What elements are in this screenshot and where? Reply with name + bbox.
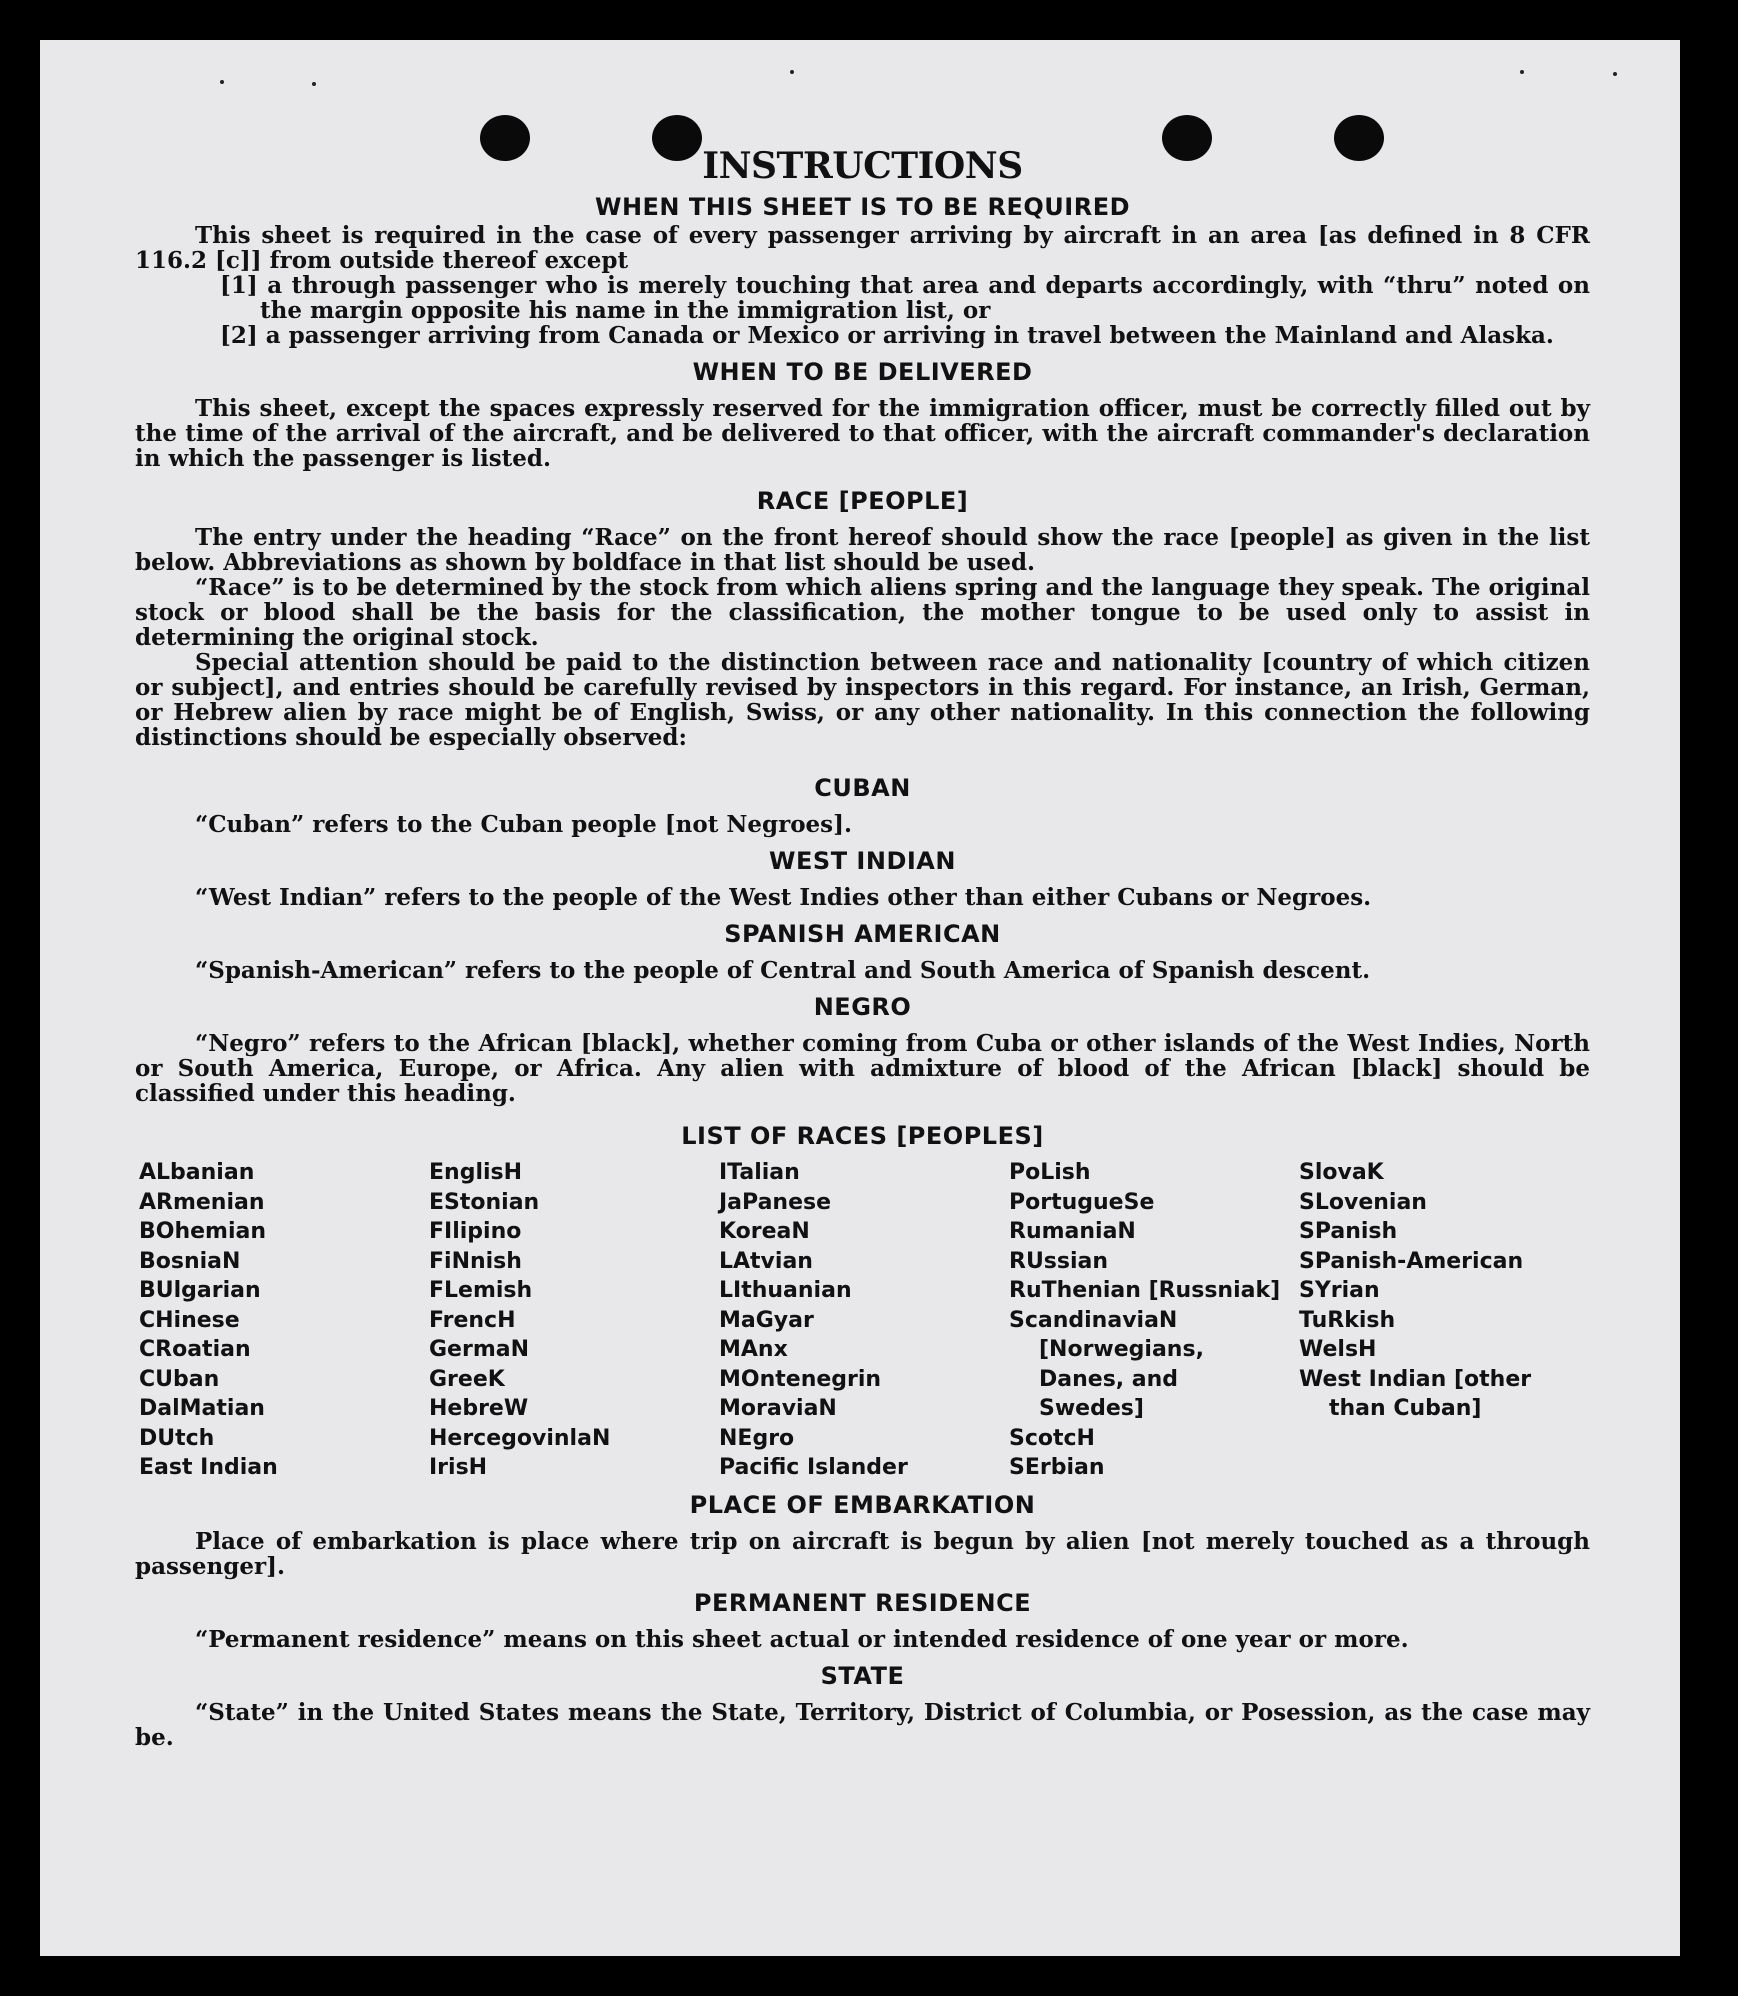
race-item: MOntenegrin [719, 1366, 882, 1392]
race-item: SPanish-American [1299, 1248, 1524, 1274]
exception-item-1: [1] a through passenger who is merely touching that area and departs accordingly, with “thru” noted on the margin opposite his name in the immigration list, or [220, 272, 1590, 324]
race-item: MaGyar [719, 1307, 814, 1333]
page-title: INSTRUCTIONS [702, 145, 1023, 187]
race-item: PortugueSe [1009, 1189, 1155, 1215]
heading-permanent-residence: PERMANENT RESIDENCE [693, 1588, 1032, 1617]
speck [312, 82, 316, 86]
race-item: SLovenian [1299, 1189, 1427, 1215]
races-column-5 [1299, 1158, 1589, 1483]
heading-state: STATE [820, 1661, 905, 1690]
race-item: HebreW [429, 1396, 529, 1421]
race-item: CHinese [139, 1307, 240, 1333]
race-item: SErbian [1009, 1455, 1105, 1480]
race-item: WelsH [1299, 1337, 1377, 1362]
speck [220, 80, 224, 84]
races-column-4 [1009, 1158, 1299, 1483]
race-item: LIthuanian [719, 1278, 852, 1303]
cuban-text: “Cuban” refers to the Cuban people [not Negroes]. [195, 811, 853, 838]
race-item: JaPanese [719, 1189, 832, 1215]
speck [790, 70, 794, 74]
negro-text: “Negro” refers to the African [black], whether coming from Cuba or other islands of the West Indies, North or South America, Europe, or Africa. Any alien with admixture of blood of the African [black] should be classified under this heading. [135, 1030, 1590, 1107]
races-column-2 [429, 1158, 719, 1483]
race-item: GermaN [429, 1337, 530, 1362]
race-item: KoreaN [719, 1219, 810, 1244]
races-list [139, 1158, 1590, 1483]
race-item: SPanish [1299, 1219, 1398, 1244]
race-item: ALbanian [139, 1160, 255, 1185]
race-item: BosniaN [139, 1248, 241, 1274]
race-item: EStonian [429, 1189, 540, 1215]
race-item: IrisH [429, 1455, 488, 1480]
races-column-3 [719, 1158, 1009, 1483]
race-item: MAnx [719, 1337, 788, 1362]
race-item: RumaniaN [1009, 1219, 1136, 1244]
heading-list-of-races: LIST OF RACES [PEOPLES] [681, 1122, 1044, 1150]
race-item: FIlipino [429, 1219, 522, 1244]
race-item: DUtch [139, 1425, 215, 1451]
spanish-american-text: “Spanish-American” refers to the people of Central and South America of Spanish descent. [195, 957, 1371, 984]
race-item: LAtvian [719, 1248, 813, 1274]
race-item: RuThenian [Russniak] [1009, 1278, 1281, 1303]
heading-embarkation: PLACE OF EMBARKATION [689, 1490, 1036, 1519]
speck [1613, 72, 1617, 76]
race-item: CRoatian [139, 1337, 251, 1362]
instructions-content [135, 140, 1590, 1750]
race-item: Pacific Islander [719, 1455, 908, 1480]
heading-negro: NEGRO [813, 993, 912, 1021]
race-item: West Indian [other than Cuban] [1299, 1366, 1532, 1421]
race-item: BUlgarian [139, 1278, 261, 1303]
race-item: EnglisH [429, 1160, 523, 1185]
race-item: ITalian [719, 1160, 800, 1185]
heading-cuban: CUBAN [814, 774, 911, 802]
when-delivered-text: This sheet, except the spaces expressly reserved for the immigration officer, must be correctly filled out by the time of the arrival of the aircraft, and be delivered to that officer, with the aircraft commander's declaration in which the passenger is listed. [135, 395, 1590, 472]
heading-race: RACE [PEOPLE] [756, 487, 969, 515]
race-item: FrencH [429, 1307, 516, 1333]
heading-when-required: WHEN THIS SHEET IS TO BE REQUIRED [594, 193, 1131, 221]
race-paragraph-1: The entry under the heading “Race” on the front hereof should show the race [people] as given in the list below. Abbreviations as shown by boldface in that list should be used. [135, 524, 1590, 576]
race-item: HercegovinlaN [429, 1425, 611, 1451]
residence-text: “Permanent residence” means on this sheet actual or intended residence of one year or more. [195, 1625, 1409, 1653]
state-text: “State” in the United States means the State, Territory, District of Columbia, or Posession, as the case may be. [135, 1698, 1590, 1751]
race-paragraph-3: Special attention should be paid to the distinction between race and nationality [country of which citizen or subject], and entries should be carefully revised by inspectors in this regard. For instance, an Irish, German, or Hebrew alien by race might be of English, Swiss, or any other nationality. In this connection the following distinctions should be especially observed: [135, 649, 1590, 751]
when-required-intro: This sheet is required in the case of every passenger arriving by aircraft in an area [as defined in 8 CFR 116.2 [c]] from outside thereof except [135, 222, 1590, 274]
race-item: NEgro [719, 1425, 795, 1451]
race-item: ScotcH [1009, 1425, 1095, 1451]
speck [1520, 70, 1524, 74]
race-item: MoraviaN [719, 1396, 837, 1421]
race-item: RUssian [1009, 1248, 1109, 1274]
race-item: ARmenian [139, 1189, 265, 1215]
race-item: DalMatian [139, 1396, 265, 1421]
race-item: PoLish [1009, 1160, 1091, 1185]
race-item: FLemish [429, 1278, 533, 1303]
race-item: SYrian [1299, 1278, 1380, 1303]
race-item: SlovaK [1299, 1160, 1384, 1185]
embarkation-text: Place of embarkation is place where trip on aircraft is begun by alien [not merely touched as a through passenger]. [135, 1527, 1590, 1580]
heading-west-indian: WEST INDIAN [769, 847, 956, 875]
race-item: ScandinaviaN [Norwegians, Danes, and Swedes] [1009, 1307, 1204, 1421]
race-item: FiNnish [429, 1248, 522, 1274]
race-item: CUban [139, 1366, 220, 1392]
race-item: BOhemian [139, 1219, 267, 1244]
race-item: GreeK [429, 1366, 505, 1392]
race-paragraph-2: “Race” is to be determined by the stock from which aliens spring and the language they speak. The original stock or blood shall be the basis for the classification, the mother tongue to be used only to assist in determining the original stock. [135, 574, 1590, 651]
heading-spanish-american: SPANISH AMERICAN [724, 920, 1001, 948]
west-indian-text: “West Indian” refers to the people of the West Indies other than either Cubans or Negroes. [195, 884, 1372, 911]
race-item: TuRkish [1299, 1307, 1396, 1333]
heading-when-delivered: WHEN TO BE DELIVERED [692, 358, 1033, 386]
exception-item-2: [2] a passenger arriving from Canada or Mexico or arriving in travel between the Mainland and Alaska. [220, 322, 1554, 349]
races-column-1 [139, 1158, 429, 1483]
race-item: East Indian [139, 1455, 278, 1480]
